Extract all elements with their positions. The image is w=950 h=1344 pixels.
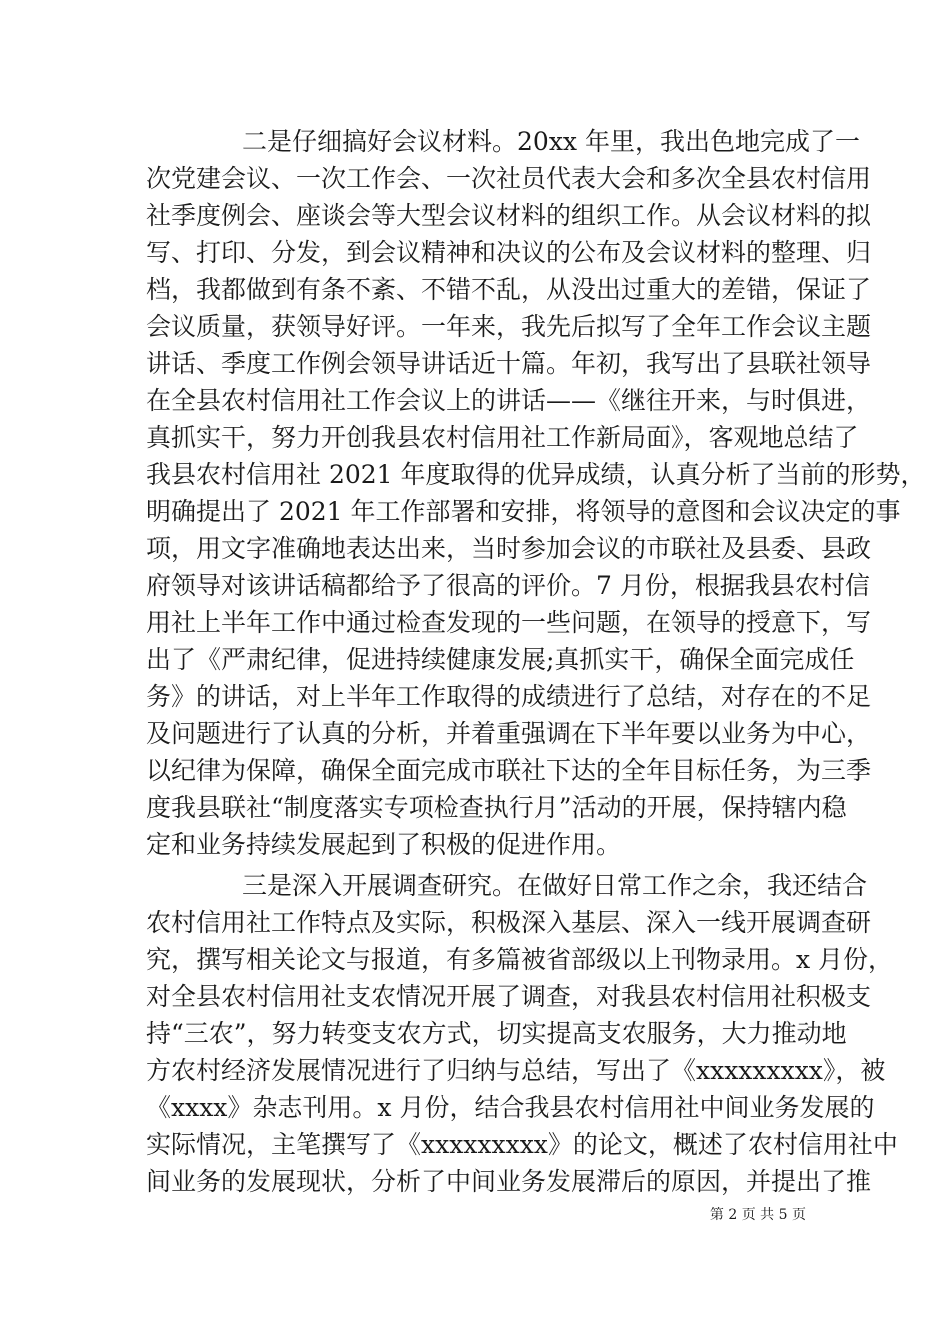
paragraph-line: 会议质量，获领导好评。一年来，我先后拟写了全年工作会议主题 (146, 312, 872, 341)
paragraph-line: 间业务的发展现状，分析了中间业务发展滞后的原因，并提出了推 (146, 1167, 872, 1196)
paragraph-line: 农村信用社工作特点及实际，积极深入基层、深入一线开展调查研 (146, 908, 872, 937)
paragraph-line: 讲话、季度工作例会领导讲话近十篇。年初，我写出了县联社领导 (146, 349, 872, 378)
paragraph-line: 及问题进行了认真的分析，并着重强调在下半年要以业务为中心， (146, 719, 872, 748)
paragraph-line: 明确提出了 2021 年工作部署和安排，将领导的意图和会议决定的事 (146, 497, 901, 526)
paragraph-line: 以纪律为保障，确保全面完成市联社下达的全年目标任务，为三季 (146, 756, 872, 785)
paragraph-line: 实际情况，主笔撰写了《xxxxxxxxx》的论文，概述了农村信用社中 (146, 1130, 898, 1159)
paragraph-line: 持“三农”，努力转变支农方式，切实提高支农服务，大力推动地 (146, 1019, 847, 1048)
paragraph-line: 二是仔细搞好会议材料。20xx 年里，我出色地完成了一 (242, 127, 860, 156)
paragraph-line: 究，撰写相关论文与报道，有多篇被省部级以上刊物录用。x 月份， (146, 945, 894, 974)
page-number-footer: 第 2 页 共 5 页 (709, 1207, 806, 1223)
paragraph-line: 定和业务持续发展起到了积极的促进作用。 (146, 830, 622, 859)
paragraph-line: 真抓实干，努力开创我县农村信用社工作新局面》，客观地总结了 (146, 423, 859, 452)
paragraph-line: 方农村经济发展情况进行了归纳与总结，写出了《xxxxxxxxx》，被 (146, 1056, 886, 1085)
paragraph-line: 社季度例会、座谈会等大型会议材料的组织工作。从会议材料的拟 (146, 201, 872, 230)
paragraph-line: 档，我都做到有条不紊、不错不乱，从没出过重大的差错，保证了 (146, 275, 872, 304)
paragraph-line: 三是深入开展调查研究。在做好日常工作之余，我还结合 (242, 871, 868, 900)
paragraph-line: 我县农村信用社 2021 年度取得的优异成绩，认真分析了当前的形势， (146, 460, 926, 489)
paragraph-line: 用社上半年工作中通过检查发现的一些问题，在领导的授意下，写 (146, 608, 872, 637)
paragraph-line: 出了《严肃纪律，促进持续健康发展;真抓实干，确保全面完成任 (146, 645, 855, 674)
paragraph-line: 《xxxx》杂志刊用。x 月份，结合我县农村信用社中间业务发展的 (146, 1093, 875, 1122)
paragraph-line: 对全县农村信用社支农情况开展了调查，对我县农村信用社积极支 (146, 982, 872, 1011)
paragraph-line: 写、打印、分发，到会议精神和决议的公布及会议材料的整理、归 (146, 238, 872, 267)
paragraph-line: 项，用文字准确地表达出来，当时参加会议的市联社及县委、县政 (146, 534, 872, 563)
paragraph-line: 在全县农村信用社工作会议上的讲话——《继往开来，与时俱进， (146, 386, 872, 415)
paragraph-line: 次党建会议、一次工作会、一次社员代表大会和多次全县农村信用 (146, 164, 872, 193)
paragraph-line: 府领导对该讲话稿都给予了很高的评价。7 月份，根据我县农村信 (146, 571, 870, 600)
paragraph-line: 度我县联社“制度落实专项检查执行月”活动的开展，保持辖内稳 (146, 793, 847, 822)
paragraph-line: 务》的讲话，对上半年工作取得的成绩进行了总结，对存在的不足 (146, 682, 872, 711)
